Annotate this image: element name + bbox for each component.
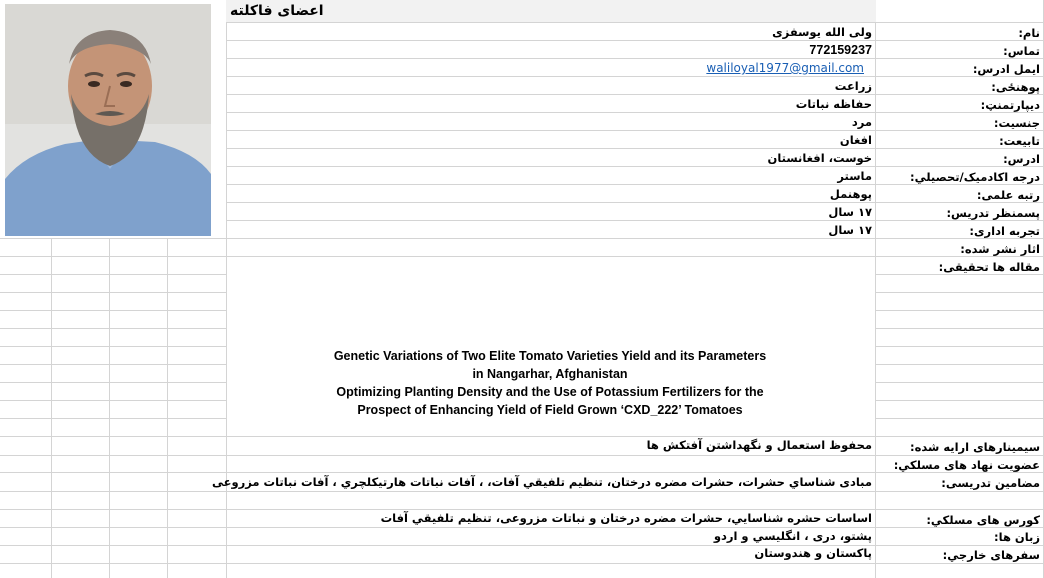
gender-label: جنسیت: bbox=[993, 116, 1040, 130]
contact-label: تماس: bbox=[1003, 44, 1040, 58]
seminars-value: محفوظ استعمال و نگهداشتن آفتکش ها bbox=[646, 438, 872, 452]
email-label: ایمل ادرس: bbox=[972, 62, 1040, 76]
paper-title-line: Prospect of Enhancing Yield of Field Grown ‘CXD_222’ Tomatoes bbox=[357, 403, 743, 417]
address-value: خوست، افغانستان bbox=[767, 151, 872, 165]
faculty-value: زراعت bbox=[834, 79, 872, 93]
foreign-travel-label: سفرهای خارجي: bbox=[942, 548, 1040, 562]
degree-label: درجه اکادمیک/تحصیلي: bbox=[910, 170, 1040, 184]
foreign-travel-value: پاکستان و هندوستان bbox=[754, 546, 872, 560]
subjects-label: مضامین تدریسی: bbox=[941, 476, 1040, 490]
paper-title-line: in Nangarhar, Afghanistan bbox=[472, 367, 628, 381]
academic-rank-value: پوهنمل bbox=[829, 187, 872, 201]
name-value: ولی الله یوسفزی bbox=[772, 25, 872, 39]
name-label: نام: bbox=[1018, 26, 1040, 40]
nationality-label: تابیعت: bbox=[999, 134, 1040, 148]
publications-label: اثار نشر شده: bbox=[960, 242, 1040, 256]
gender-value: مرد bbox=[851, 115, 872, 129]
admin-experience-value: ۱۷ سال bbox=[828, 223, 872, 237]
department-label: دیپارتمنټ: bbox=[980, 98, 1040, 112]
languages-value: پشتو، دری ، انگلیسي و اردو bbox=[713, 529, 872, 543]
academic-rank-label: رتبه علمی: bbox=[976, 188, 1040, 202]
degree-value: ماستر bbox=[837, 169, 872, 183]
courses-value: اساسات حشره شناسایي، حشرات مضره درختان و نباتات مزروعی، تنظیم تلفیقي آفات bbox=[380, 511, 872, 525]
teaching-background-value: ۱۷ سال bbox=[828, 205, 872, 219]
page-title: اعضای فاکلته bbox=[230, 3, 324, 19]
page-header bbox=[226, 0, 876, 22]
nationality-value: افغان bbox=[839, 133, 872, 147]
department-value: حفاظه نباتات bbox=[795, 97, 872, 111]
memberships-label: عضویت نهاد های مسلکي: bbox=[893, 458, 1040, 472]
subjects-value: مبادی شناساي حشرات، حشرات مضره درختان، تنظیم تلفیقي آفات، ، آفات نباتات هارتیکلچري ، آفات نباتات مزروعی bbox=[211, 475, 872, 489]
courses-label: کورس های مسلکي: bbox=[926, 513, 1040, 527]
teaching-background-label: پسمنظر تدریس: bbox=[946, 206, 1040, 220]
seminars-label: سیمینارهای ارایه شده: bbox=[909, 440, 1040, 454]
faculty-label: پوهنځی: bbox=[991, 80, 1040, 94]
languages-label: زبان ها: bbox=[994, 530, 1040, 544]
profile-photo bbox=[5, 4, 211, 236]
email-link[interactable]: waliloyal1977@gmail.com bbox=[706, 61, 864, 75]
research-papers-label: مقاله ها تحقیقی: bbox=[938, 260, 1040, 274]
address-label: ادرس: bbox=[1003, 152, 1040, 166]
paper-title-line: Optimizing Planting Density and the Use of Potassium Fertilizers for the bbox=[336, 385, 764, 399]
paper-title-line: Genetic Variations of Two Elite Tomato Varieties Yield and its Parameters bbox=[333, 349, 767, 363]
admin-experience-label: تجربه اداری: bbox=[969, 224, 1040, 238]
contact-value: 772159237 bbox=[809, 43, 872, 57]
